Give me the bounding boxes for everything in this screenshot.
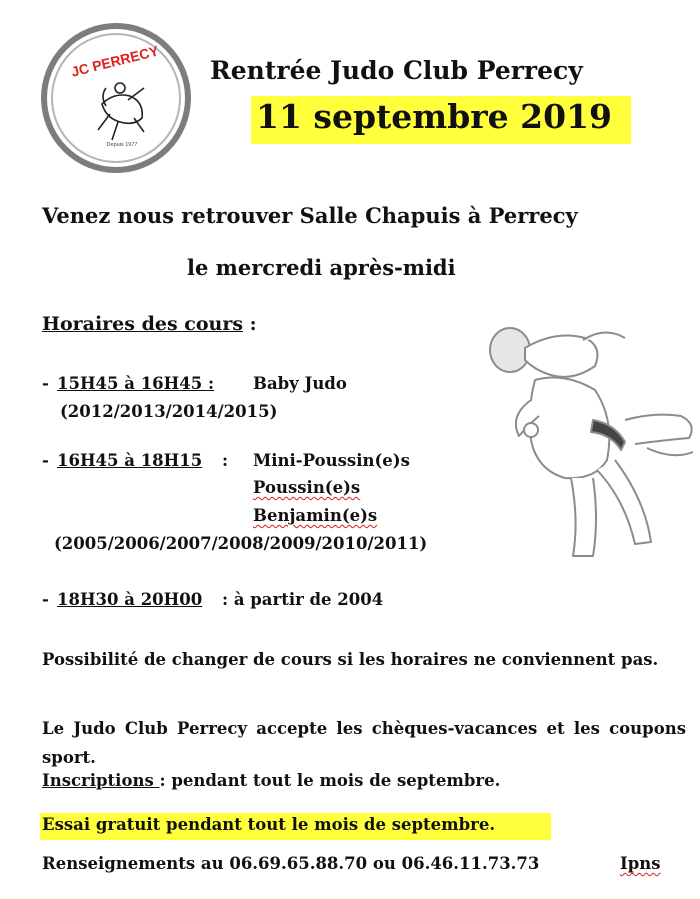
slot-2-group-1: Mini-Poussin(e)s xyxy=(253,451,410,470)
slot-2-separator: : xyxy=(222,451,229,470)
slot-2-time: 16H45 à 18H15 xyxy=(57,451,203,470)
judo-throw-illustration xyxy=(475,320,700,570)
slot-3-age: : à partir de 2004 xyxy=(222,590,384,609)
schedule-heading-text: Horaires des cours xyxy=(42,313,244,335)
contact-line: Renseignements au 06.69.65.88.70 ou 06.46.11.73.73 xyxy=(42,854,540,873)
registration-label: Inscriptions xyxy=(42,771,160,790)
club-logo xyxy=(40,22,192,174)
slot-2-years: (2005/2006/2007/2008/2009/2010/2011) xyxy=(54,534,428,553)
logo-name: JC PERRECY xyxy=(69,42,161,80)
slot-2-dash: - xyxy=(42,451,49,470)
slot-3-dash: - xyxy=(42,590,49,609)
slot-1-years: (2012/2013/2014/2015) xyxy=(60,402,278,421)
schedule-heading-colon: : xyxy=(243,313,257,335)
venue-line: Venez nous retrouver Salle Chapuis à Perrecy xyxy=(42,203,578,228)
slot-2-group-2: Poussin(e)s xyxy=(253,478,361,497)
slot-1-group: Baby Judo xyxy=(253,374,347,393)
registration-line xyxy=(42,771,500,790)
slot-3-time: 18H30 à 20H00 xyxy=(57,590,203,609)
logo-since: Depuis 1977 xyxy=(106,142,138,148)
day-line: le mercredi après-midi xyxy=(187,255,456,280)
event-date: 11 septembre 2019 xyxy=(256,97,613,136)
free-trial-note: Essai gratuit pendant tout le mois de septembre. xyxy=(42,815,496,834)
slot-1-time: 15H45 à 16H45 : xyxy=(57,374,215,393)
slot-2-group-3: Benjamin(e)s xyxy=(253,506,378,525)
schedule-heading xyxy=(42,313,257,335)
page-title: Rentrée Judo Club Perrecy xyxy=(210,56,583,85)
ipns-mention: Ipns xyxy=(620,854,661,873)
registration-text: : pendant tout le mois de septembre. xyxy=(159,771,501,790)
payment-note: Le Judo Club Perrecy accepte les chèques-vacances et les coupons sport. xyxy=(42,719,686,767)
slot-1-dash: - xyxy=(42,374,49,393)
schedule-change-note: Possibilité de changer de cours si les horaires ne conviennent pas. xyxy=(42,650,659,669)
